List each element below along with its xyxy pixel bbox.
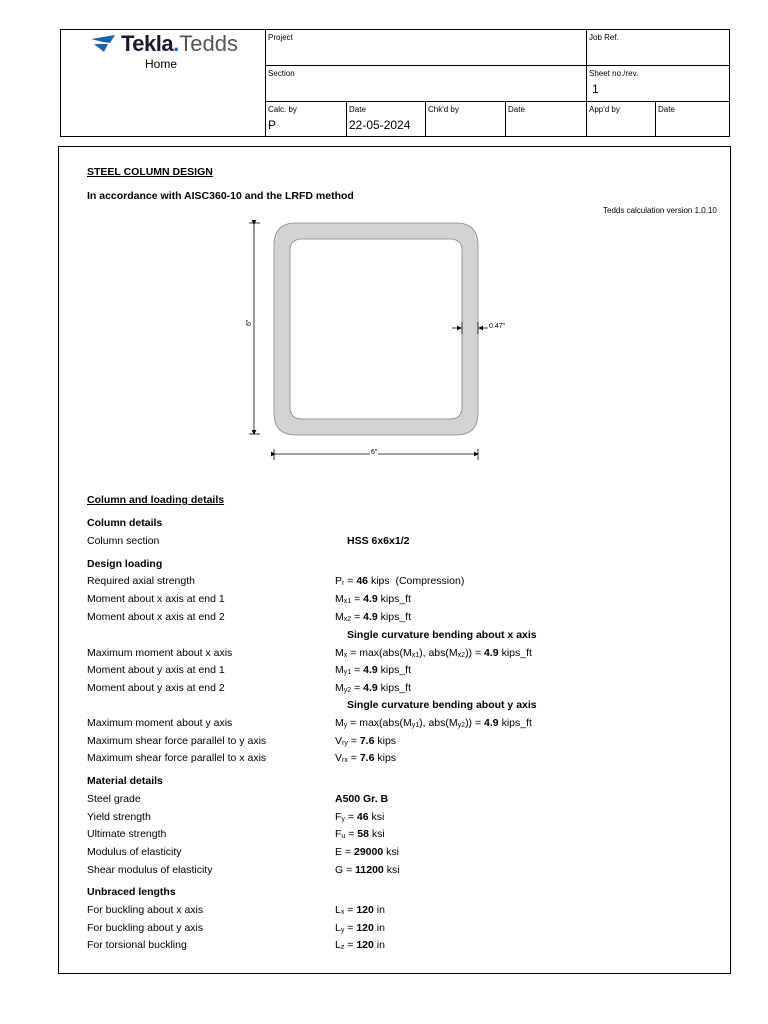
shear-modulus-label: Shear modulus of elasticity (87, 864, 213, 876)
vry-label: Maximum shear force parallel to y axis (87, 735, 267, 747)
subheading-unbraced-lengths: Unbraced lengths (87, 886, 176, 898)
lz-label: For torsional buckling (87, 939, 187, 951)
yield-strength-label: Yield strength (87, 811, 151, 823)
axial-strength-value: $P_r = 46$ kips (Compression) (335, 575, 465, 587)
subheading-material-details: Material details (87, 775, 163, 787)
thickness-dim-label: 0.47" (489, 323, 506, 330)
calcby-label: Calc. by (268, 105, 297, 114)
ly-value: $L_y = 120$ in (335, 922, 385, 934)
my2-label: Moment about y axis at end 2 (87, 682, 225, 694)
lz-value: $L_z = 120$ in (335, 939, 385, 951)
vry-value: $V_{ry} = 7.6$ kips (335, 735, 397, 747)
mx2-value: $M_{x2} = 4.9$ kips_ft (335, 611, 412, 623)
hss-outer-wall (274, 223, 478, 435)
x-curvature-note: Single curvature bending about x axis (347, 629, 537, 641)
elastic-modulus-label: Modulus of elasticity (87, 846, 182, 858)
ultimate-strength-value: $F_u = 58$ ksi (335, 828, 385, 840)
mx-label: Maximum moment about x axis (87, 647, 233, 659)
yield-strength-value: $F_y = 46$ ksi (335, 811, 385, 823)
sheet-label: Sheet no./rev. (589, 69, 639, 78)
lx-value: $L_x = 120$ in (335, 904, 385, 916)
approved-date-label: Date (658, 105, 675, 114)
checked-date-label: Date (508, 105, 525, 114)
axial-strength-label: Required axial strength (87, 575, 195, 587)
home-label: Home (145, 57, 178, 71)
section-heading-column-loading: Column and loading details (87, 494, 225, 506)
lx-label: For buckling about x axis (87, 904, 204, 916)
my-value: $M_y = \max(abs(M_{y1})$, $abs(M_{y2})) = 4.9$ kips_ft (335, 717, 532, 729)
approved-by-label: App'd by (589, 105, 620, 114)
page-title: STEEL COLUMN DESIGN (87, 166, 213, 178)
date-value: 22-05-2024 (349, 118, 411, 132)
project-label: Project (268, 33, 293, 42)
column-section-value: HSS 6x6x1/2 (347, 535, 410, 547)
sheet-value: 1 (592, 82, 599, 96)
height-dim-label: 6" (246, 319, 253, 326)
page-subtitle: In accordance with AISC360-10 and the LRFD method (87, 190, 354, 202)
my1-value: $M_{y1} = 4.9$ kips_ft (335, 664, 412, 676)
date-label: Date (349, 105, 366, 114)
logo-tekla-text: Tekla (121, 31, 174, 56)
section-label: Section (268, 69, 295, 78)
mx2-label: Moment about x axis at end 2 (87, 611, 225, 623)
calcby-value: P (268, 118, 277, 132)
mx-value: $M_x = \max(abs(M_{x1})$, $abs(M_{x2})) = 4.9$ kips_ft (335, 647, 532, 659)
ultimate-strength-label: Ultimate strength (87, 828, 167, 840)
vrx-value: $V_{rx} = 7.6$ kips (335, 752, 397, 764)
logo-dot: . (173, 31, 180, 56)
width-dim-label: 6" (371, 449, 378, 456)
subheading-column-details: Column details (87, 517, 163, 529)
logo-tedds-text: Tedds (179, 31, 238, 56)
my1-label: Moment about y axis at end 1 (87, 664, 225, 676)
steel-grade-value: A500 Gr. B (335, 793, 389, 805)
column-section-label: Column section (87, 535, 160, 547)
vrx-label: Maximum shear force parallel to x axis (87, 752, 267, 764)
ly-label: For buckling about y axis (87, 922, 204, 934)
y-curvature-note: Single curvature bending about y axis (347, 699, 537, 711)
elastic-modulus-value: E = 29000 ksi (335, 846, 399, 858)
checked-by-label: Chk'd by (428, 105, 459, 114)
shear-modulus-value: G = 11200 ksi (335, 864, 400, 876)
mx1-label: Moment about x axis at end 1 (87, 593, 225, 605)
subheading-design-loading: Design loading (87, 558, 163, 570)
header-grid (60, 29, 730, 137)
my2-value: $M_{y2} = 4.9$ kips_ft (335, 682, 412, 694)
my-label: Maximum moment about y axis (87, 717, 233, 729)
steel-grade-label: Steel grade (87, 793, 141, 805)
hss-section-diagram (240, 215, 530, 465)
version-note: Tedds calculation version 1.0.10 (603, 206, 717, 215)
mx1-value: $M_{x1} = 4.9$ kips_ft (335, 593, 412, 605)
jobref-label: Job Ref. (589, 33, 619, 42)
